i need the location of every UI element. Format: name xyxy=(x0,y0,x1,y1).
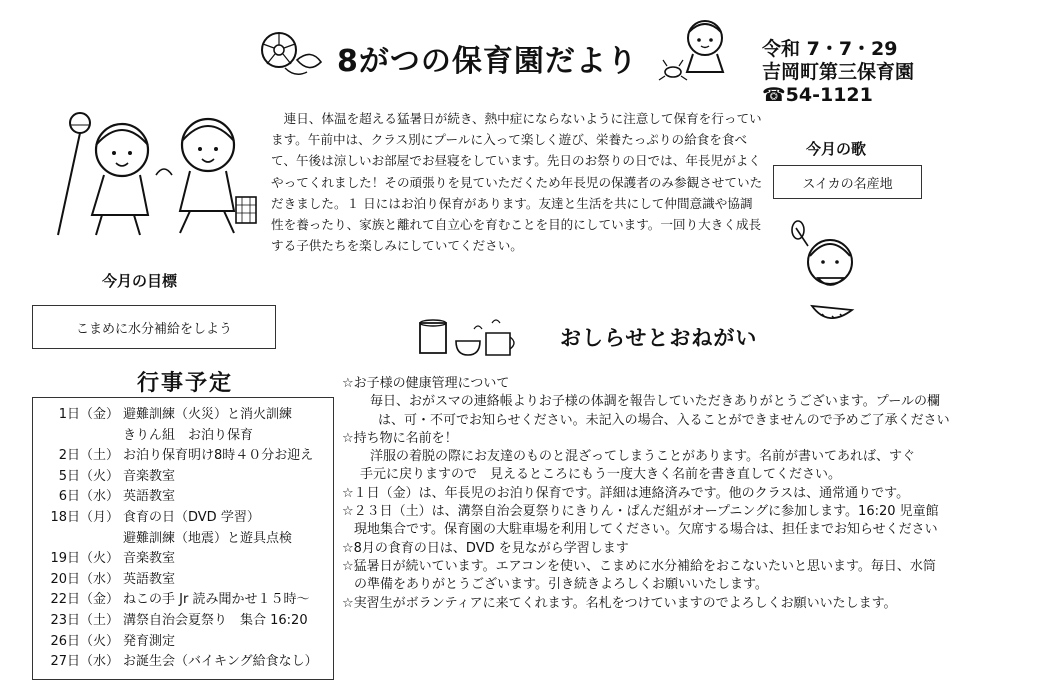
schedule-event: 音楽教室 xyxy=(123,551,176,567)
schedule-event: 英語教室 xyxy=(123,571,176,587)
schedule-box xyxy=(32,397,334,680)
schedule-row xyxy=(33,424,329,442)
issue-date: 令和 7・7・29 xyxy=(762,38,898,60)
schedule-row xyxy=(33,506,329,524)
schedule-row xyxy=(33,465,329,483)
schedule-event: 発育測定 xyxy=(123,633,176,649)
phone-number: ☎54-1121 xyxy=(762,84,873,106)
schedule-event: 英語教室 xyxy=(123,489,176,505)
intro-paragraph: 連日、体温を超える猛暑日が続き、熱中症にならないように注意して保育を行っています。午前中は、クラス別にプールに入って楽しく遊び、栄養たっぷりの給食を食べて、午後は涼しいお部屋でお昼寝をしています。先日のお祭りの日では、年長児がよくやってくれました！その頑張りを見ていただくため年長児の保護者のみ参観させていただきました。１ 日にはお泊り保育があります。友達と生活を共にして仲間意識や協調性を養ったり、家族と離れて自立心を育むことを目的にしています。一回り大きく成長する子供たちを楽しみにしていてください。 xyxy=(271,111,763,254)
notice-line: 手元に戻りますので 見えるところにもう一度大きく名前を書き直してください。 xyxy=(360,467,842,483)
schedule-event: 避難訓練（火災）と消火訓練 xyxy=(123,407,293,422)
schedule-row xyxy=(33,650,329,668)
schedule-event: 食育の日（DVD 学習） xyxy=(123,510,260,525)
schedule-date: 1日（金） xyxy=(58,407,119,422)
schedule-date: 18日（月） xyxy=(50,510,119,525)
schedule-row xyxy=(33,630,329,648)
schedule-row xyxy=(33,547,329,565)
school-name: 吉岡町第三保育園 xyxy=(762,61,915,83)
schedule-date: 19日（火） xyxy=(50,551,119,567)
goal-text: こまめに水分補給をしよう xyxy=(75,321,232,337)
schedule-date: 27日（水） xyxy=(50,654,119,670)
schedule-event: お誕生会（バイキング給食なし） xyxy=(123,654,318,670)
schedule-date: 5日（火） xyxy=(58,468,119,484)
notice-line: 洋服の着脱の際にお友達のものと混ざってしまうことがあります。名前が書いてあれば、すぐ xyxy=(370,449,915,465)
schedule-date: 22日（金） xyxy=(50,592,119,608)
schedule-event: きりん組 お泊り保育 xyxy=(123,427,254,443)
notice-line: 毎日、おがスマの連絡帳よりお子様の体調を報告していただきありがとうございます。プールの欄 xyxy=(370,394,941,410)
schedule-row xyxy=(33,527,329,545)
notice-line: ☆２３日（土）は、溝祭自治会夏祭りにきりん・ぱんだ組がオープニングに参加します。16:20 児童館 xyxy=(342,504,939,520)
schedule-event: 溝祭自治会夏祭り 集合 16:20 xyxy=(123,613,308,628)
notices-list xyxy=(342,375,1032,613)
newsletter-title: 8がつの保育園だより xyxy=(337,44,638,79)
header-info xyxy=(762,38,914,107)
notice-line: ☆お子様の健康管理について xyxy=(342,376,510,391)
schedule-date: 20日（水） xyxy=(50,571,119,587)
schedule-row xyxy=(33,588,329,606)
notice-line: ☆猛暑日が続いています。エアコンを使い、こまめに水分補給をおこないたいと思います。毎日、水筒 xyxy=(342,558,936,574)
notices-title: おしらせとおねがい xyxy=(560,326,758,350)
notice-line: 現地集合です。保育園の大駐車場を利用してください。欠席する場合は、担任までお知らせください xyxy=(354,522,938,538)
schedule-event: ねこの手 Jr 読み聞かせ１５時～ xyxy=(123,592,310,608)
teacup-icon xyxy=(412,315,522,360)
schedule-row xyxy=(33,485,329,503)
goal-label: 今月の目標 xyxy=(102,272,178,290)
boy-with-bug-icon xyxy=(655,14,735,84)
notice-line: ☆持ち物に名前を！ xyxy=(342,430,458,446)
notice-line: ☆8月の食育の日は、DVD を見ながら学習します xyxy=(342,540,629,556)
notice-line: は、可・不可でお知らせください。未記入の場合、入ることができませんので予めご了承ください xyxy=(378,412,950,428)
child-watermelon-icon xyxy=(790,218,870,328)
schedule-event: お泊り保育明け8時４０分お迎え xyxy=(123,448,314,464)
children-playing-icon xyxy=(30,105,270,245)
schedule-event: 音楽教室 xyxy=(123,468,176,484)
schedule-date: 23日（土） xyxy=(50,613,119,628)
schedule-date: 2日（土） xyxy=(58,448,119,464)
song-title: スイカの名産地 xyxy=(802,176,893,192)
schedule-event: 避難訓練（地震）と遊具点検 xyxy=(123,530,293,546)
notice-line: ☆実習生がボランティアに来てくれます。名札をつけていますのでよろしくお願いいたします。 xyxy=(342,595,897,611)
song-box xyxy=(773,165,922,199)
schedule-row xyxy=(33,444,329,462)
goal-box xyxy=(32,305,276,349)
morning-glory-icon xyxy=(255,28,325,80)
song-label: 今月の歌 xyxy=(806,140,867,158)
schedule-title: 行事予定 xyxy=(137,371,234,396)
schedule-date: 6日（水） xyxy=(58,489,119,505)
notice-line: の準備をありがとうございます。引き続きよろしくお願いいたします。 xyxy=(354,577,768,593)
schedule-date: 26日（火） xyxy=(50,633,119,649)
schedule-row xyxy=(33,403,329,421)
notice-line: ☆１日（金）は、年長児のお泊り保育です。詳細は連絡済みです。他のクラスは、通常通りです。 xyxy=(342,485,910,501)
schedule-row xyxy=(33,609,329,627)
schedule-row xyxy=(33,568,329,586)
